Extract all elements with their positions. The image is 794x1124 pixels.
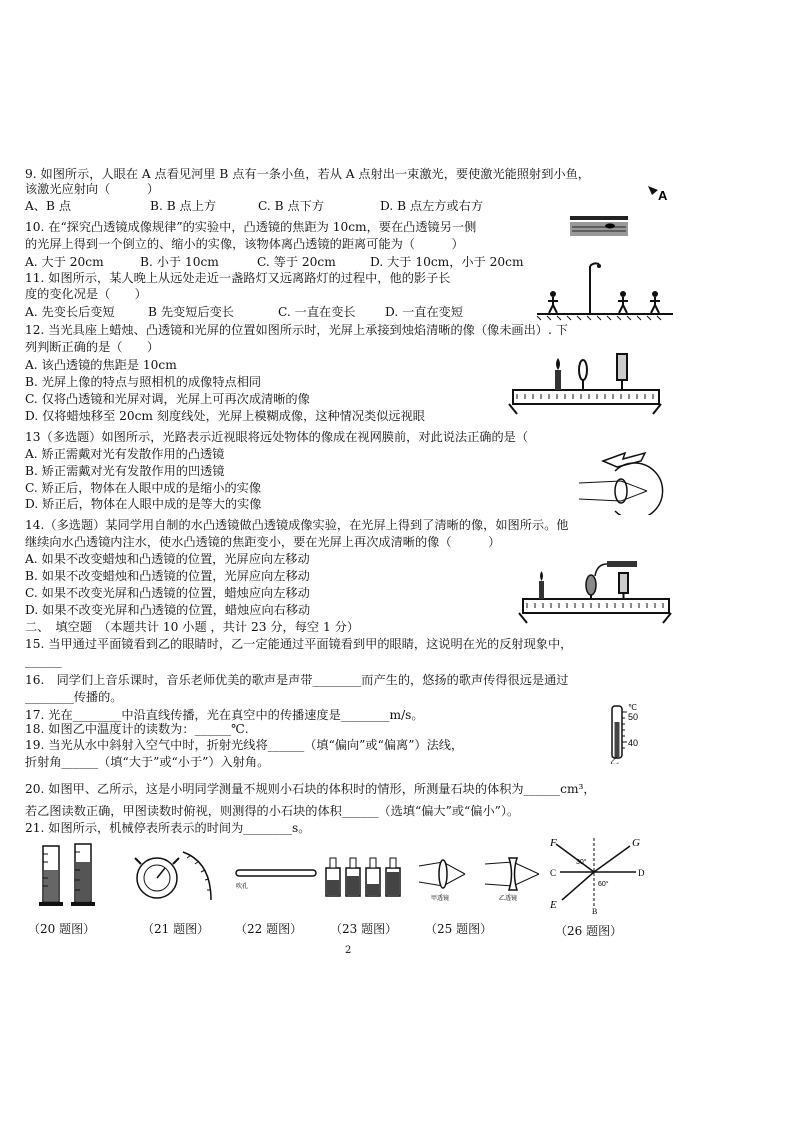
thermometer-unit: ℃ <box>628 703 637 712</box>
screen-icon <box>619 573 628 599</box>
q12-option-d: D. 仅将蜡烛移至 20cm 刻度线处，光屏上模糊成像，这种情况类似远视眼 <box>25 409 425 423</box>
fig26-label-f: F <box>550 837 557 849</box>
fig26-label-c: C <box>550 868 557 878</box>
q14-stem-line1: 14.（多选题）某同学用自制的水凸透镜做凸透镜成像实验，在光屏上得到了清晰的像，如图所示。他 <box>25 518 569 532</box>
fig20-cylinders <box>35 840 110 910</box>
q10-stem-line1: 10. 在“探究凸透镜成像规律”的实验中，凸透镜的焦距为 10cm，要在凸透镜另一侧 <box>25 220 477 234</box>
q14-stem-line2: 继续向水凸透镜内注水，使水凸透镜的焦距变小，要在光屏上再次成清晰的像（ ） <box>25 535 501 549</box>
q11-option-b: B 先变短后变长 <box>148 305 234 319</box>
thermometer-label-40: 40 <box>628 738 639 748</box>
q14-option-a: A. 如果不改变蜡烛和凸透镜的位置，光屏应向左移动 <box>25 552 310 566</box>
fig21-stopwatch <box>125 848 220 906</box>
q20-stem-line1: 20. 如图甲、乙所示，这是小明同学测量不规则小石块的体积时的情形，所测量石块的体积为______cm³， <box>25 782 596 796</box>
q13-option-a: A. 矫正需戴对光有发散作用的凸透镜 <box>25 447 225 461</box>
caption-fig23: （23 题图） <box>330 922 398 936</box>
caption-fig21: （21 题图） <box>142 922 210 936</box>
fig22-label: 吹孔 <box>236 883 249 890</box>
q11-option-a: A. 先变长后变短 <box>25 305 115 319</box>
q10-option-d: D. 大于 10cm，小于 20cm <box>370 255 524 269</box>
q9-option-b: B. B 点上方 <box>150 199 217 213</box>
bottle-icon <box>386 858 400 896</box>
q12-option-c: C. 仅将凸透镜和光屏对调，光屏上可再次成清晰的像 <box>25 392 310 406</box>
q12-option-b: B. 光屏上像的特点与照相机的成像特点相同 <box>25 375 262 389</box>
fig23-bottles <box>322 850 404 898</box>
fig22-tube <box>232 862 322 892</box>
fig26-angle-2: 60° <box>598 881 609 888</box>
screen-icon <box>617 354 627 390</box>
q16-stem-line2: ________传播的。 <box>25 690 123 704</box>
candle-icon <box>539 571 544 599</box>
q11-figure <box>535 258 675 322</box>
thermometer-label-50: 50 <box>628 712 639 722</box>
q14-option-d: D. 如果不改变光屏和凸透镜的位置，蜡烛应向右移动 <box>25 603 311 617</box>
water-lens-icon <box>586 575 596 599</box>
q12-stem-line1: 12. 当光具座上蜡烛、凸透镜和光屏的位置如图所示时，光屏上承接到烛焰清晰的像（像未画出）. 下 <box>25 323 568 337</box>
fig26-label-b: B <box>592 907 598 914</box>
q14-option-b: B. 如果不改变蜡烛和凸透镜的位置，光屏应向左移动 <box>25 569 310 583</box>
q9-option-c: C. B 点下方 <box>258 199 325 213</box>
q11-option-c: C. 一直在变长 <box>278 305 356 319</box>
fig25-lenses <box>415 852 545 902</box>
fig26-angle-1: 30° <box>576 859 587 866</box>
caption-fig20: （20 题图） <box>28 922 96 936</box>
q11-stem-line1: 11. 如图所示，某人晚上从远处走近一盏路灯又远离路灯的过程中，他的影子长 <box>25 271 451 285</box>
q10-stem-line2: 的光屏上得到一个倒立的、缩小的实像，该物体离凸透镜的距离可能为（ ） <box>25 237 464 251</box>
caption-fig26: （26 题图） <box>555 924 623 938</box>
bottle-icon <box>366 858 380 896</box>
fig26-label-e: E <box>550 899 557 911</box>
walking-person-icon <box>618 291 628 313</box>
page-number: 2 <box>345 945 352 956</box>
fig26-reflection <box>540 834 650 914</box>
q10-option-c: C. 等于 20cm <box>257 255 336 269</box>
caption-fig22: （22 题图） <box>235 922 303 936</box>
q12-optical-bench-figure <box>505 348 665 418</box>
fig25-label-right: 乙透镜 <box>499 895 518 902</box>
q19-stem-line2: 折射角______（填“大于”或“小于”）入射角。 <box>25 755 270 769</box>
q14-water-lens-figure <box>515 555 675 627</box>
q13-option-b: B. 矫正需戴对光有发散作用的凹透镜 <box>25 464 225 478</box>
q9-option-d: D. B 点左方或右方 <box>380 199 484 213</box>
q21-stem: 21. 如图所示，机械停表所表示的时间为________s。 <box>25 821 311 835</box>
fig25-label-left: 甲透镜 <box>431 895 450 902</box>
candle-icon <box>555 358 561 390</box>
q17-stem: 17. 光在________中沿直线传播，光在真空中的传播速度是________m/s。 <box>25 708 424 722</box>
q9-stem-line1: 9. 如图所示，人眼在 A 点看见河里 B 点有一条小鱼，若从 A 点射出一束激光，要使激光能照射到小鱼， <box>25 167 590 181</box>
q11-stem-line2: 度的变化况是（ ） <box>25 287 147 301</box>
q12-stem-line2: 列判断正确的是（ ） <box>25 340 160 354</box>
syringe-icon <box>595 561 637 576</box>
fig26-label-g: G <box>632 837 640 849</box>
caption-fig25: （25 题图） <box>425 922 493 936</box>
q16-stem-line1: 16. 同学们上音乐课时，音乐老师优美的歌声是声带________而产生的，悠扬的歌声传得很远是通过 <box>25 673 569 687</box>
q18-thermometer-figure <box>600 702 650 764</box>
q14-option-c: C. 如果不改变光屏和凸透镜的位置，蜡烛应向左移动 <box>25 586 310 600</box>
q12-option-a: A. 该凸透镜的焦距是 10cm <box>25 358 177 372</box>
q9-label-a: A <box>658 188 668 203</box>
bottle-icon <box>326 858 340 896</box>
bottle-icon <box>346 858 360 896</box>
q18-stem: 18. 如图乙中温度计的读数为：______℃. <box>25 722 249 736</box>
q9-stem-line2: 该激光应射向（ ） <box>25 182 160 196</box>
q13-option-c: C. 矫正后，物体在人眼中成的是缩小的实像 <box>25 481 262 495</box>
q13-stem-line1: 13（多选题）如图所示，光路表示近视眼将远处物体的像成在视网膜前，对此说法正确的是（ <box>25 430 529 444</box>
thermometer-label-yi: 乙 <box>610 757 620 764</box>
lens-icon <box>579 360 587 390</box>
q15-blank: ______ <box>25 654 62 668</box>
q9-figure <box>570 180 770 252</box>
section-2-heading: 二、 填空题 （本题共计 10 小题 ，共计 23 分，每空 1 分） <box>25 620 360 634</box>
q13-eye-figure <box>575 445 685 515</box>
q13-option-d: D. 矫正后，物体在人眼中成的是等大的实像 <box>25 497 262 511</box>
q11-option-d: D. 一直在变短 <box>385 305 464 319</box>
walking-person-icon <box>650 291 660 313</box>
q9-option-a: A、B 点 <box>25 199 72 213</box>
q20-stem-line2: 若乙图读数正确，甲图读数时俯视，则测得的小石块的体积______（选填“偏大”或“偏小”）。 <box>25 804 520 818</box>
fig26-label-d: D <box>638 868 645 878</box>
q15-stem-line1: 15. 当甲通过平面镜看到乙的眼睛时，乙一定能通过平面镜看到甲的眼睛，这说明在光的反射现象中， <box>25 637 573 651</box>
q10-option-a: A. 大于 20cm <box>25 255 104 269</box>
walking-person-icon <box>548 291 558 313</box>
q19-stem-line1: 19. 当光从水中斜射入空气中时，折射光线将______（填“偏向”或“偏离”）法线， <box>25 738 464 752</box>
q10-option-b: B. 小于 10cm <box>140 255 219 269</box>
